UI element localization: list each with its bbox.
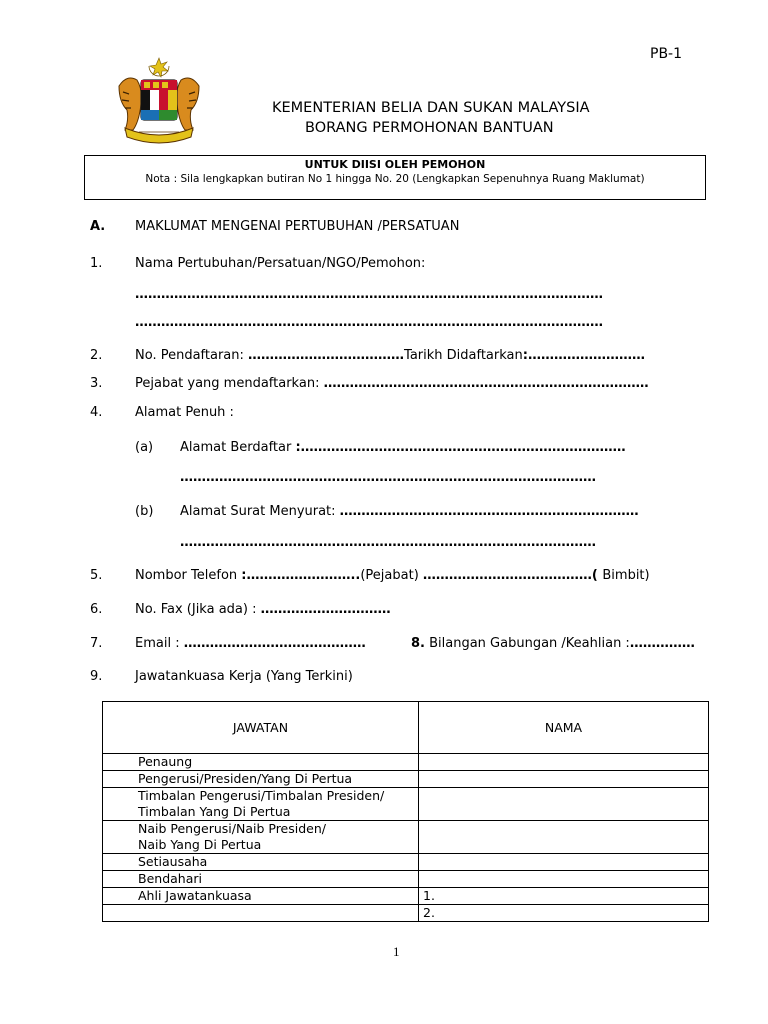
position-cell: Pengerusi/Presiden/Yang Di Pertua [103, 771, 419, 788]
position-cell: Setiausaha [103, 854, 419, 871]
membership-count-field[interactable]: …………… [629, 636, 695, 651]
name-cell[interactable] [419, 788, 709, 821]
table-row [103, 821, 709, 854]
full-address-label: Alamat Penuh : [135, 405, 234, 420]
item-number: 9. [90, 669, 103, 684]
form-title: BORANG PERMOHONAN BANTUAN [305, 120, 554, 136]
table-row [103, 871, 709, 888]
registering-office-label: Pejabat yang mendaftarkan: [135, 376, 324, 391]
note-heading: UNTUK DIISI OLEH PEMOHON [304, 158, 486, 171]
registration-number-field[interactable]: ……………………………… [248, 348, 405, 363]
mailing-address-field[interactable]: …………………………………………………………… [339, 504, 639, 519]
table-row [103, 854, 709, 871]
position-cell: Penaung [103, 754, 419, 771]
malaysia-coat-of-arms-icon [113, 56, 205, 148]
name-cell[interactable] [419, 771, 709, 788]
name-cell[interactable]: 2. [419, 905, 709, 922]
note-text: Nota : Sila lengkapkan butiran No 1 hingga No. 20 (Lengkapkan Sepenuhnya Ruang Maklumat) [145, 173, 645, 185]
mailing-address-label: Alamat Surat Menyurat: [180, 504, 340, 519]
email-label: Email : [135, 636, 184, 651]
membership-count-label: Bilangan Gabungan /Keahlian : [424, 636, 630, 651]
item-number: 8. [411, 636, 425, 651]
office-phone-field[interactable]: :…………………….. [241, 568, 361, 583]
registration-number-label: No. Pendaftaran: [135, 348, 249, 363]
mobile-paren: ( [591, 568, 603, 583]
position-cell: Timbalan Pengerusi/Timbalan Presiden/ Timbalan Yang Di Pertua [103, 788, 419, 821]
registration-date-field[interactable]: :……………………… [522, 348, 645, 363]
item-number: 6. [90, 602, 103, 617]
sub-item-tag: (b) [135, 504, 154, 519]
organisation-name-field[interactable]: ……………………………………………………………………………………………… [135, 287, 603, 302]
table-row [103, 905, 709, 922]
organisation-name-field-line2[interactable]: ……………………………………………………………………………………………… [135, 315, 603, 330]
phone-label: Nombor Telefon [135, 568, 242, 583]
email-field[interactable]: …………………………………… [183, 636, 366, 651]
note-box [84, 155, 706, 200]
registering-office-field[interactable]: ………………………………………………………………… [323, 376, 649, 391]
mobile-phone-field[interactable]: ………………………………… [422, 568, 592, 583]
name-cell[interactable] [419, 821, 709, 854]
position-cell: Bendahari [103, 871, 419, 888]
column-header-name: NAMA [419, 702, 709, 754]
column-header-position: JAWATAN [103, 702, 419, 754]
committee-label: Jawatankuasa Kerja (Yang Terkini) [135, 669, 353, 684]
name-cell[interactable] [419, 871, 709, 888]
committee-table [102, 701, 709, 922]
fax-label: No. Fax (Jika ada) : [135, 602, 261, 617]
organisation-name-label: Nama Pertubuhan/Persatuan/NGO/Pemohon: [135, 256, 426, 271]
position-cell: Naib Pengerusi/Naib Presiden/ Naib Yang Di Pertua [103, 821, 419, 854]
name-cell[interactable] [419, 754, 709, 771]
table-row [103, 754, 709, 771]
table-row [103, 788, 709, 821]
item-number: 2. [90, 348, 103, 363]
registered-address-label: Alamat Berdaftar [180, 440, 296, 455]
ministry-name: KEMENTERIAN BELIA DAN SUKAN MALAYSIA [272, 100, 590, 116]
registered-address-field[interactable]: :………………………………………………………………… [295, 440, 626, 455]
mailing-address-field-line2[interactable]: …………………………………………………………………………………… [180, 535, 596, 550]
registered-address-field-line2[interactable]: …………………………………………………………………………………… [180, 470, 596, 485]
name-cell[interactable] [419, 854, 709, 871]
sub-item-tag: (a) [135, 440, 154, 455]
item-number: 7. [90, 636, 103, 651]
position-cell [103, 905, 419, 922]
table-row [103, 771, 709, 788]
item-number: 4. [90, 405, 103, 420]
document-code: PB-1 [650, 46, 683, 62]
section-title: MAKLUMAT MENGENAI PERTUBUHAN /PERSATUAN [135, 219, 460, 234]
item-number: 3. [90, 376, 103, 391]
mobile-phone-label: Bimbit) [602, 568, 650, 583]
table-row [103, 888, 709, 905]
item-number: 5. [90, 568, 103, 583]
section-letter: A. [90, 219, 106, 234]
fax-field[interactable]: ………………………… [260, 602, 391, 617]
item-number: 1. [90, 256, 103, 271]
name-cell[interactable]: 1. [419, 888, 709, 905]
office-phone-label: (Pejabat) [360, 568, 423, 583]
page-number: 1 [393, 944, 400, 959]
position-cell: Ahli Jawatankuasa [103, 888, 419, 905]
registration-date-label: Tarikh Didaftarkan [404, 348, 523, 363]
